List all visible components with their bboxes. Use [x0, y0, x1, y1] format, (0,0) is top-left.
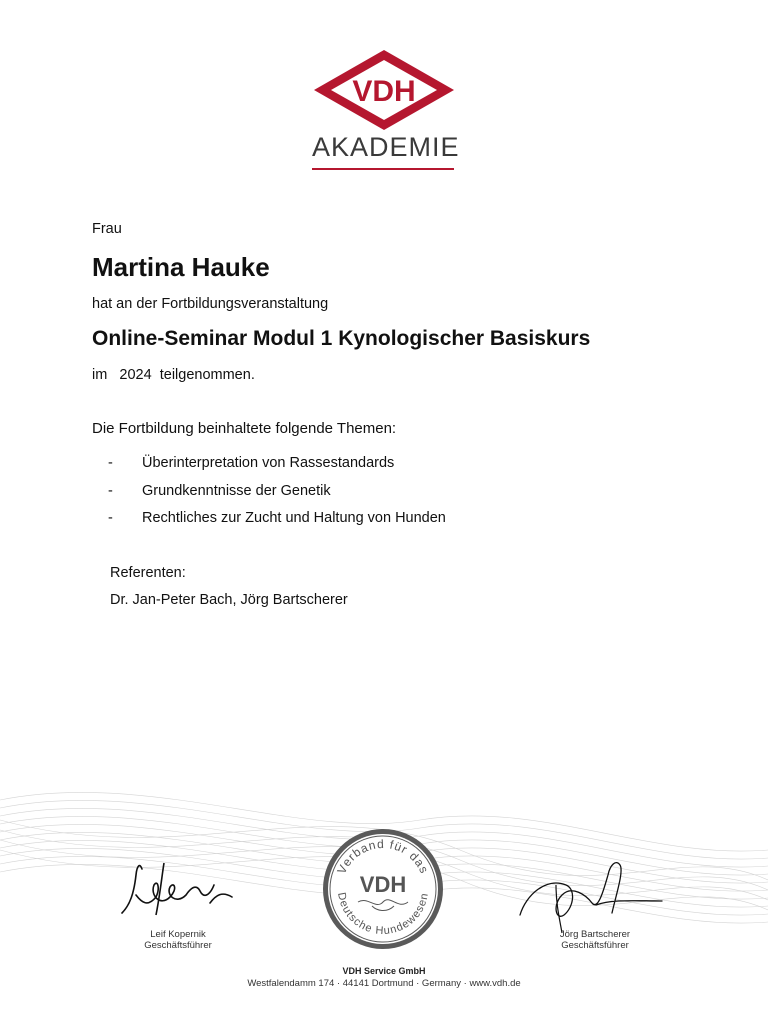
- vdh-seal: [320, 826, 446, 952]
- svg-text:VDH: VDH: [359, 872, 407, 897]
- list-item-text: Rechtliches zur Zucht und Haltung von Hunden: [142, 510, 446, 526]
- event-title: Online-Seminar Modul 1 Kynologischer Basiskurs: [92, 327, 591, 350]
- year-suffix: teilgenommen.: [159, 367, 255, 383]
- signatory-right-name: Jörg Bartscherer: [559, 929, 631, 940]
- list-item: [108, 483, 331, 499]
- list-item-text: Grundkenntnisse der Genetik: [142, 483, 331, 499]
- year-line: [92, 367, 255, 383]
- logo-subtitle: AKADEMIE: [312, 132, 460, 162]
- signature-left: [112, 855, 242, 925]
- footer-company: VDH Service GmbH: [342, 966, 426, 976]
- logo-underline: [312, 168, 454, 170]
- list-item: [108, 455, 394, 471]
- year-value: 2024: [119, 367, 152, 383]
- svg-text:VDH: VDH: [352, 75, 416, 108]
- signatory-left-name: Leif Kopernik: [150, 929, 206, 940]
- topics-heading: Die Fortbildung beinhaltete folgende Themen:: [92, 420, 397, 437]
- svg-text:Verband für das: Verband für das: [334, 836, 432, 877]
- signatory-right: [540, 929, 650, 951]
- referees-label: Referenten:: [110, 565, 186, 581]
- signatory-right-title: Geschäftsführer: [561, 940, 629, 951]
- list-bullet: -: [108, 483, 113, 499]
- year-prefix: im: [92, 367, 108, 383]
- intro-text: hat an der Fortbildungsveranstaltung: [92, 296, 329, 312]
- footer-address: Westfalendamm 174 · 44141 Dortmund · Germany · www.vdh.de: [247, 978, 521, 989]
- list-item-text: Überinterpretation von Rassestandards: [142, 455, 395, 471]
- recipient-name: Martina Hauke: [92, 252, 270, 282]
- signature-right: [516, 855, 666, 935]
- list-item: [108, 510, 446, 526]
- signatory-left-title: Geschäftsführer: [144, 940, 212, 951]
- referees-names: Dr. Jan-Peter Bach, Jörg Bartscherer: [110, 592, 348, 608]
- list-bullet: -: [108, 455, 113, 471]
- list-bullet: -: [108, 510, 113, 526]
- salutation: Frau: [92, 221, 122, 237]
- svg-text:Deutsche Hundewesen: Deutsche Hundewesen: [335, 891, 431, 938]
- signatory-left: [130, 929, 226, 951]
